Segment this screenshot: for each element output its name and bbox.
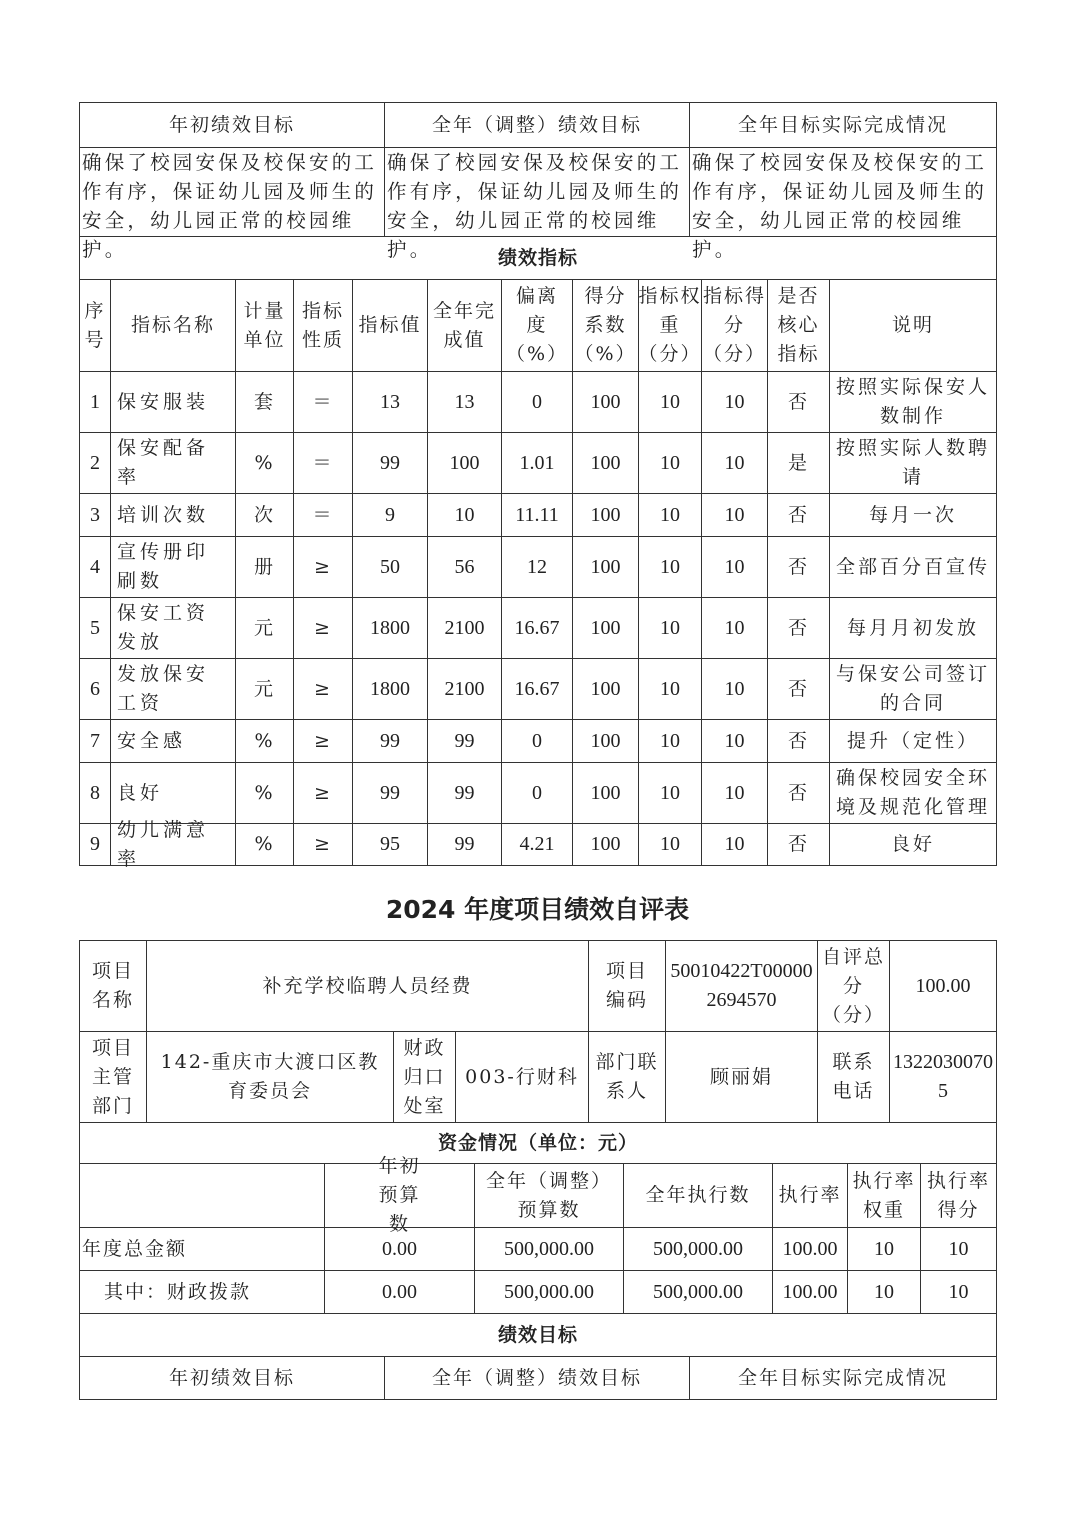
funds-cell: 0.00 (324, 1227, 475, 1271)
project-code-value: 50010422T000002694570 (665, 940, 818, 1032)
funds-column-header (79, 1163, 325, 1228)
table-cell: ＝ (293, 493, 353, 537)
finance-value: 003-行财科 (455, 1031, 589, 1123)
table-cell: % (235, 762, 294, 824)
table-cell: ＝ (293, 371, 353, 433)
table-cell: 16.67 (501, 658, 573, 720)
table-cell: 保安服装 (110, 371, 236, 433)
phone-value: 13220300705 (889, 1031, 997, 1123)
table-cell: 10 (638, 658, 702, 720)
row-note: 每月一次 (829, 493, 997, 537)
table-cell: 是 (767, 432, 830, 494)
table-cell: 2100 (427, 597, 502, 659)
table-cell: 幼儿满意率 (110, 823, 236, 866)
table-cell: 99 (352, 432, 428, 494)
table-cell: 13 (352, 371, 428, 433)
table-cell: 否 (767, 597, 830, 659)
table-cell: 10 (638, 762, 702, 824)
table-cell: 11.11 (501, 493, 573, 537)
funds-column-header: 执行率得分 (920, 1163, 997, 1228)
row-index: 4 (79, 536, 111, 598)
funds-cell: 10 (847, 1270, 921, 1314)
row-index: 5 (79, 597, 111, 659)
form-title: 2024 年度项目绩效自评表 (385, 895, 690, 924)
table-cell: 10 (701, 536, 768, 598)
table-cell: 10 (638, 823, 702, 866)
table-cell: 发放保安工资 (110, 658, 236, 720)
goal-text-cell: 确保了校园安保及校保安的工作有序，保证幼儿园及师生的安全，幼儿园正常的校园维护。 (689, 147, 997, 237)
table-cell: 保安工资发放 (110, 597, 236, 659)
table-cell: 否 (767, 536, 830, 598)
table-cell: 100 (427, 432, 502, 494)
table-cell: 0 (501, 762, 573, 824)
table-cell: ≥ (293, 536, 353, 598)
table-cell: 10 (638, 719, 702, 763)
table-cell: 1.01 (501, 432, 573, 494)
table-cell: 100 (572, 719, 639, 763)
table-cell: 99 (352, 719, 428, 763)
goal-text-cell: 确保了校园安保及校保安的工作有序，保证幼儿园及师生的安全，幼儿园正常的校园维护。 (79, 147, 385, 237)
column-header: 指标性质 (293, 279, 353, 372)
goal-text-cell: 确保了校园安保及校保安的工作有序，保证幼儿园及师生的安全，幼儿园正常的校园维护。 (384, 147, 690, 237)
funds-cell: 500,000.00 (474, 1227, 624, 1271)
table-cell: % (235, 719, 294, 763)
table-cell: 4.21 (501, 823, 573, 866)
table-cell: 10 (638, 371, 702, 433)
funds-cell: 100.00 (772, 1227, 848, 1271)
funds-column-header: 全年（调整）预算数 (474, 1163, 624, 1228)
table-cell: 100 (572, 658, 639, 720)
table-cell: 2100 (427, 658, 502, 720)
funds-cell: 500,000.00 (623, 1227, 773, 1271)
funds-title: 资金情况（单位：元） (79, 1122, 997, 1164)
table-cell: 100 (572, 823, 639, 866)
goals-title: 绩效目标 (79, 1313, 997, 1357)
column-header: 偏离度（%） (501, 279, 573, 372)
table-cell: 16.67 (501, 597, 573, 659)
funds-column-header: 年初预算数 (324, 1163, 475, 1228)
table-cell: 0 (501, 371, 573, 433)
table-cell: 10 (701, 719, 768, 763)
table-cell: 次 (235, 493, 294, 537)
row-index: 3 (79, 493, 111, 537)
funds-column-header: 执行率 (772, 1163, 848, 1228)
table-cell: 100 (572, 536, 639, 598)
table-cell: 1800 (352, 597, 428, 659)
table-cell: 10 (701, 823, 768, 866)
section-title: 绩效指标 (79, 236, 997, 280)
row-index: 1 (79, 371, 111, 433)
table-cell: 99 (427, 823, 502, 866)
table-cell: 10 (638, 432, 702, 494)
funds-cell: 500,000.00 (623, 1270, 773, 1314)
goal-header-cell: 年初绩效目标 (79, 102, 385, 148)
table-cell: ＝ (293, 432, 353, 494)
table-cell: 13 (427, 371, 502, 433)
goal-header-cell: 年初绩效目标 (79, 1356, 385, 1400)
table-cell: 宣传册印刷数 (110, 536, 236, 598)
table-cell: 否 (767, 719, 830, 763)
table-cell: ≥ (293, 823, 353, 866)
table-cell: % (235, 432, 294, 494)
goal-header-cell: 全年（调整）绩效目标 (384, 1356, 690, 1400)
funds-row-label: 其中：财政拨款 (79, 1270, 325, 1314)
table-cell: 元 (235, 658, 294, 720)
table-cell: 良好 (110, 762, 236, 824)
column-header: 计量单位 (235, 279, 294, 372)
row-index: 9 (79, 823, 111, 866)
row-index: 2 (79, 432, 111, 494)
table-cell: 99 (352, 762, 428, 824)
row-index: 8 (79, 762, 111, 824)
funds-cell: 0.00 (324, 1270, 475, 1314)
row-index: 7 (79, 719, 111, 763)
table-cell: 否 (767, 823, 830, 866)
column-header: 说明 (829, 279, 997, 372)
table-cell: 100 (572, 432, 639, 494)
table-cell: 否 (767, 762, 830, 824)
table-cell: 保安配备率 (110, 432, 236, 494)
table-cell: 0 (501, 719, 573, 763)
funds-column-header: 全年执行数 (623, 1163, 773, 1228)
column-header: 是否核心指标 (767, 279, 830, 372)
row-note: 按照实际保安人数制作 (829, 371, 997, 433)
table-cell: 12 (501, 536, 573, 598)
score-value: 100.00 (889, 940, 997, 1032)
goal-header-cell: 全年目标实际完成情况 (689, 1356, 997, 1400)
funds-cell: 100.00 (772, 1270, 848, 1314)
dept-value: 142-重庆市大渡口区教育委员会 (146, 1031, 394, 1123)
project-name-label: 项目名称 (79, 940, 147, 1032)
table-cell: 元 (235, 597, 294, 659)
goal-header-cell: 全年目标实际完成情况 (689, 102, 997, 148)
table-cell: 100 (572, 762, 639, 824)
column-header: 指标值 (352, 279, 428, 372)
row-note: 提升（定性） (829, 719, 997, 763)
row-note: 按照实际人数聘请 (829, 432, 997, 494)
table-cell: 100 (572, 493, 639, 537)
table-cell: 10 (701, 597, 768, 659)
table-cell: ≥ (293, 762, 353, 824)
table-cell: 100 (572, 371, 639, 433)
funds-row-label: 年度总金额 (79, 1227, 325, 1271)
funds-cell: 10 (920, 1270, 997, 1314)
contact-value: 顾丽娟 (665, 1031, 818, 1123)
table-cell: 95 (352, 823, 428, 866)
funds-column-header: 执行率权重 (847, 1163, 921, 1228)
table-cell: 10 (638, 493, 702, 537)
table-cell: 套 (235, 371, 294, 433)
table-cell: 10 (427, 493, 502, 537)
row-index: 6 (79, 658, 111, 720)
table-cell: 99 (427, 762, 502, 824)
column-header: 指标得分（分） (701, 279, 768, 372)
table-cell: 50 (352, 536, 428, 598)
table-cell: 10 (701, 371, 768, 433)
table-cell: 100 (572, 597, 639, 659)
table-cell: 99 (427, 719, 502, 763)
table-cell: 培训次数 (110, 493, 236, 537)
row-note: 确保校园安全环境及规范化管理 (829, 762, 997, 824)
column-header: 指标名称 (110, 279, 236, 372)
contact-label: 部门联系人 (588, 1031, 666, 1123)
dept-label: 项目主管部门 (79, 1031, 147, 1123)
table-cell: 10 (701, 493, 768, 537)
table-cell: 1800 (352, 658, 428, 720)
funds-cell: 500,000.00 (474, 1270, 624, 1314)
table-cell: ≥ (293, 597, 353, 659)
table-cell: ≥ (293, 658, 353, 720)
table-cell: 否 (767, 658, 830, 720)
goal-header-cell: 全年（调整）绩效目标 (384, 102, 690, 148)
row-note: 全部百分百宣传 (829, 536, 997, 598)
table-cell: 否 (767, 493, 830, 537)
table-cell: 10 (638, 597, 702, 659)
row-note: 与保安公司签订的合同 (829, 658, 997, 720)
funds-cell: 10 (847, 1227, 921, 1271)
table-cell: 9 (352, 493, 428, 537)
table-cell: 10 (701, 432, 768, 494)
column-header: 序号 (79, 279, 111, 372)
table-cell: 否 (767, 371, 830, 433)
table-cell: % (235, 823, 294, 866)
table-cell: ≥ (293, 719, 353, 763)
funds-cell: 10 (920, 1227, 997, 1271)
table-cell: 56 (427, 536, 502, 598)
column-header: 全年完成值 (427, 279, 502, 372)
row-note: 良好 (829, 823, 997, 866)
table-cell: 10 (701, 762, 768, 824)
table-cell: 安全感 (110, 719, 236, 763)
project-code-label: 项目编码 (588, 940, 666, 1032)
row-note: 每月月初发放 (829, 597, 997, 659)
table-cell: 10 (638, 536, 702, 598)
project-name-value: 补充学校临聘人员经费 (146, 940, 589, 1032)
table-cell: 册 (235, 536, 294, 598)
column-header: 得分系数（%） (572, 279, 639, 372)
column-header: 指标权重（分） (638, 279, 702, 372)
score-label: 自评总分（分） (817, 940, 890, 1032)
phone-label: 联系电话 (817, 1031, 890, 1123)
table-cell: 10 (701, 658, 768, 720)
finance-label: 财政归口处室 (393, 1031, 456, 1123)
